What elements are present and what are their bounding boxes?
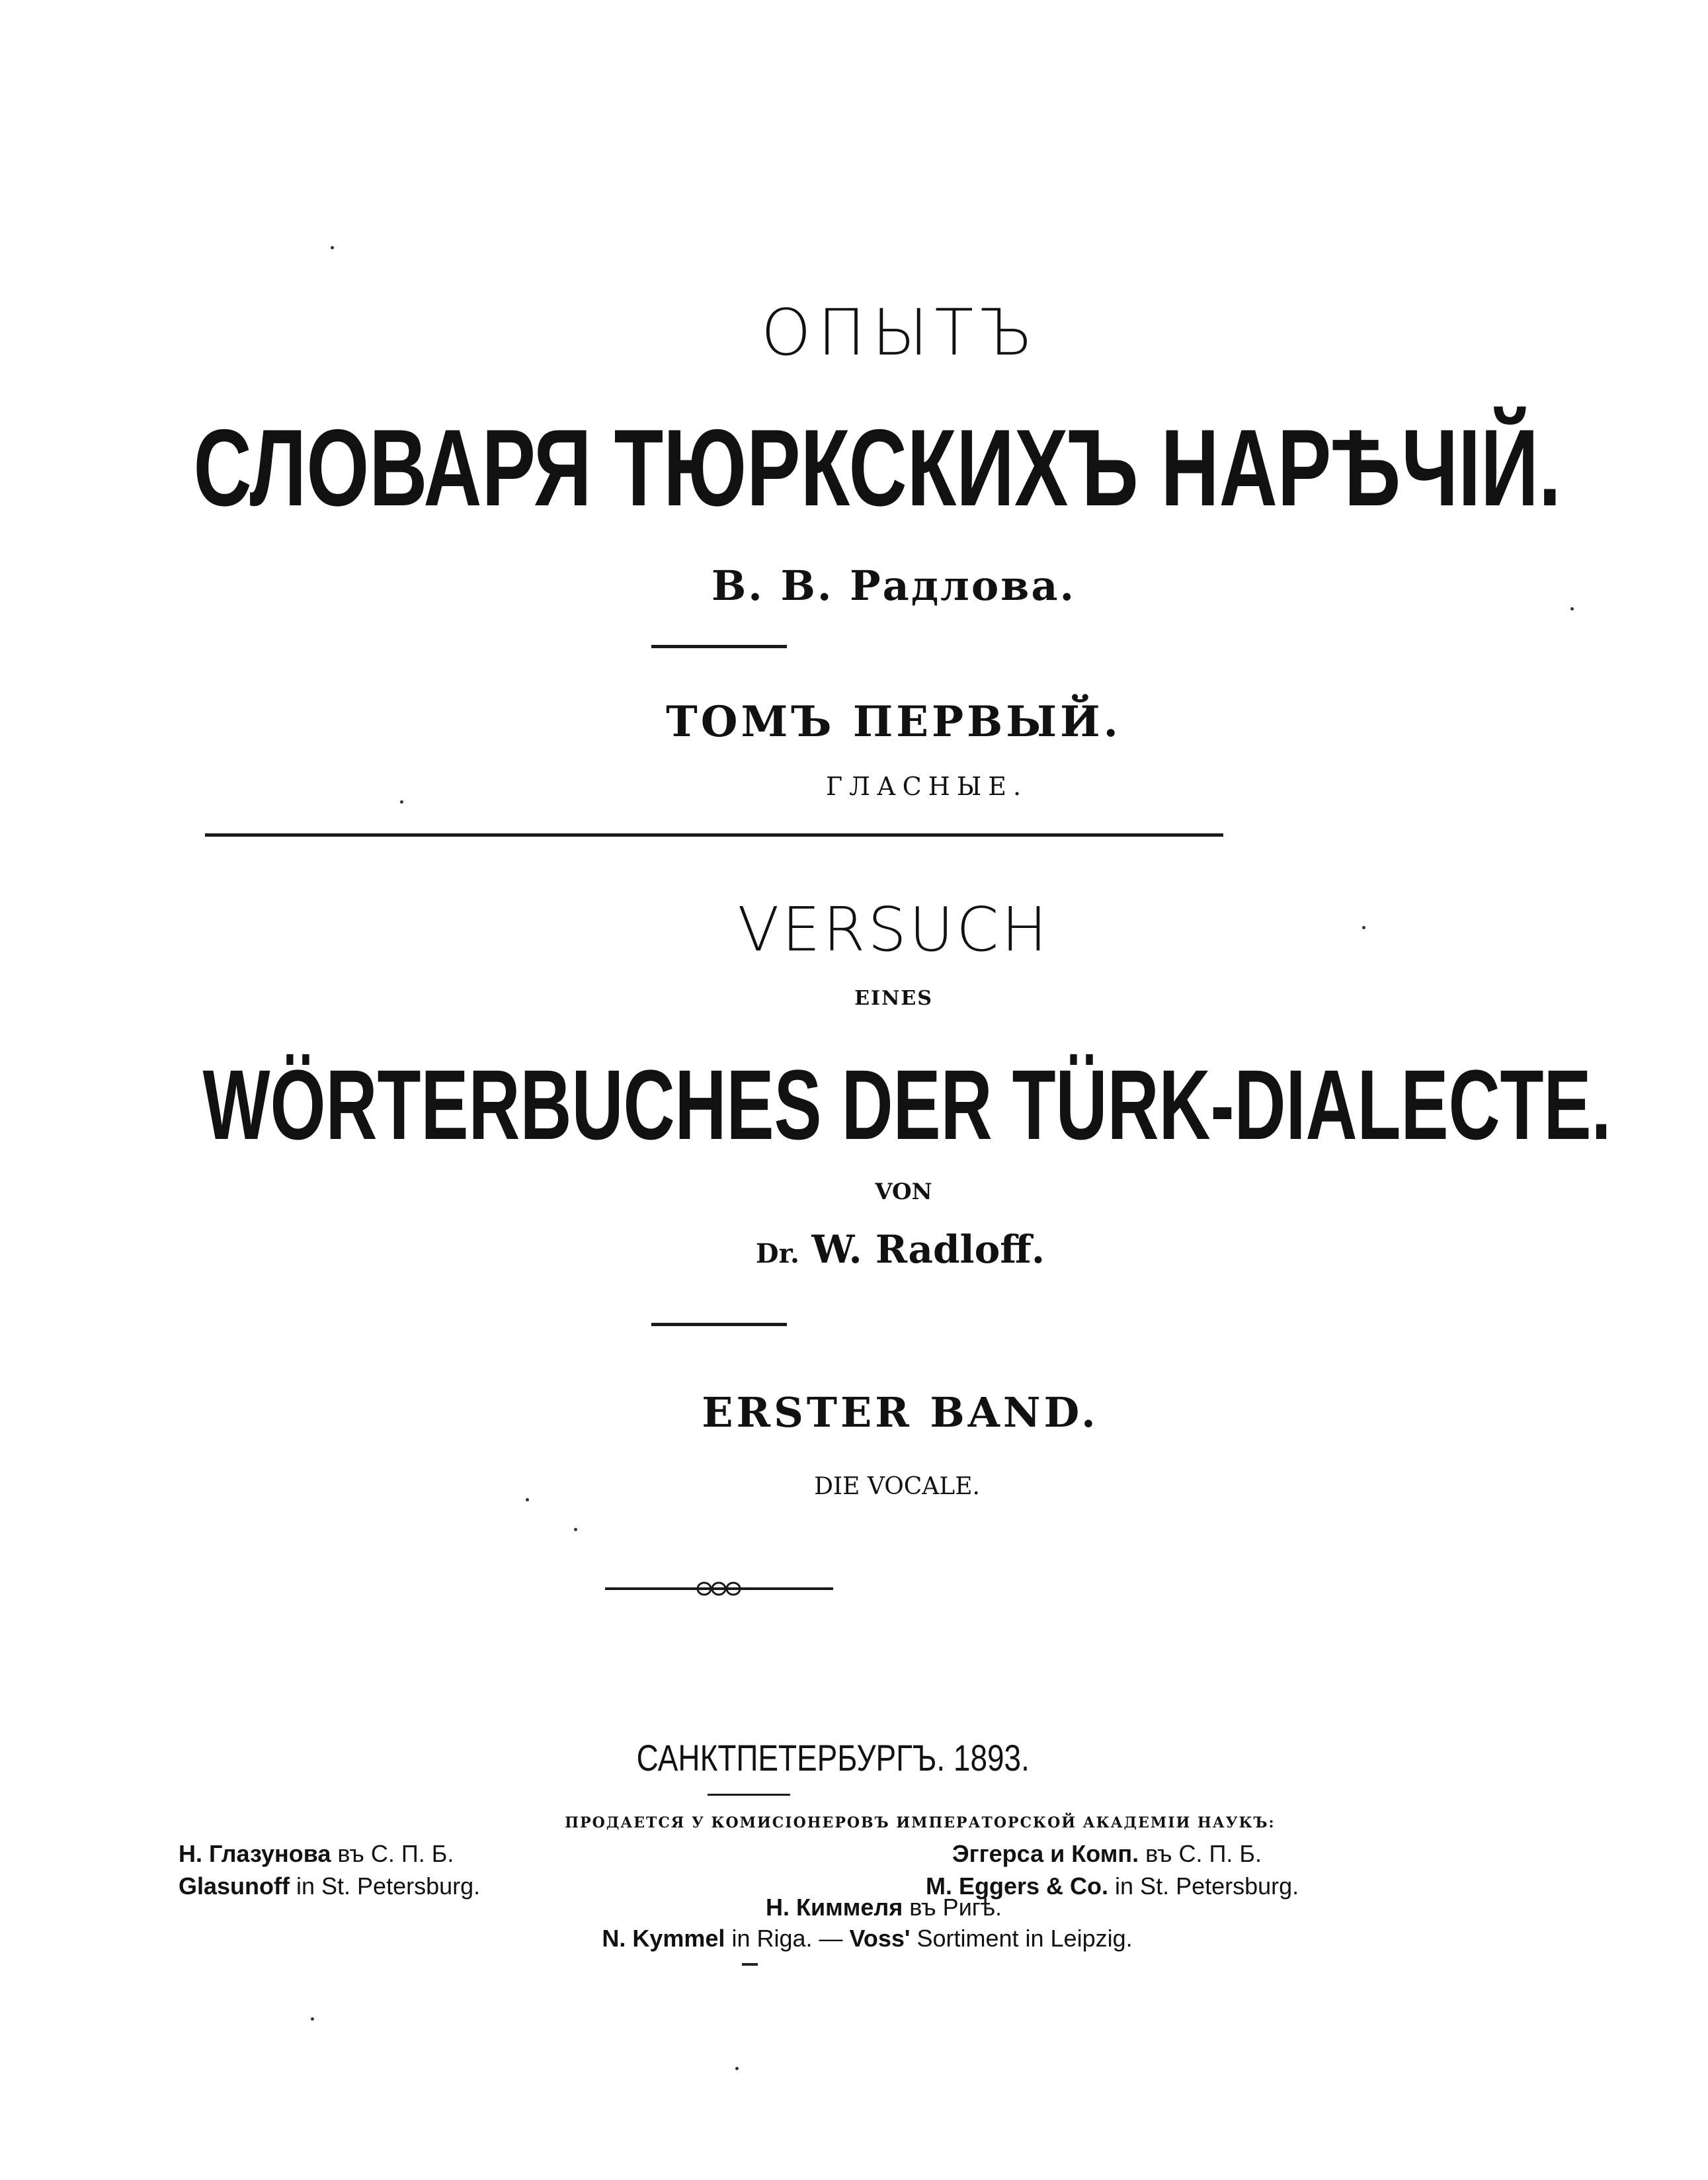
russian-title: СЛОВАРЯ ТЮРКСКИХЪ НАРѢЧІЙ. xyxy=(193,407,1561,528)
imprint-place-year: САНКТПЕТЕРБУРГЪ. 1893. xyxy=(636,1737,1030,1779)
german-eines: EINES xyxy=(854,987,933,1010)
short-rule-german xyxy=(651,1323,787,1326)
german-volume: ERSTER BAND. xyxy=(702,1388,1099,1437)
german-author xyxy=(0,1227,1708,1272)
paper-speck xyxy=(331,246,334,249)
author-prefix: Dr. xyxy=(755,1238,799,1269)
paper-speck xyxy=(574,1528,577,1531)
paper-speck xyxy=(735,2067,739,2070)
russian-heading: ОПЫТЪ xyxy=(760,296,1039,370)
publisher-left-latin: Glasunoff in St. Petersburg. xyxy=(179,1872,481,1900)
publisher-center-latin: N. Kymmel in Riga. — Voss' Sortiment in Leipzig. xyxy=(602,1925,1133,1952)
paper-speck xyxy=(400,800,403,804)
ornament-rule-icon xyxy=(605,1575,833,1602)
long-divider-rule xyxy=(205,833,1223,837)
russian-volume: ТОМЪ ПЕРВЫЙ. xyxy=(666,697,1121,747)
paper-speck xyxy=(1362,926,1365,929)
publisher-center-russian: Н. Киммеля въ Ригѣ. xyxy=(765,1894,1002,1921)
german-von: VON xyxy=(875,1179,932,1205)
author-name: W. Radloff. xyxy=(811,1227,1045,1272)
short-rule-russian xyxy=(651,645,787,648)
russian-subtitle: ГЛАСНЫЕ. xyxy=(825,772,1028,801)
german-subtitle: DIE VOCALE. xyxy=(814,1473,980,1500)
paper-speck xyxy=(311,2017,314,2021)
imprint-rule xyxy=(708,1794,790,1796)
publisher-right-latin: M. Eggers & Co. in St. Petersburg. xyxy=(926,1872,1299,1900)
publisher-right-russian: Эггерса и Комп. въ С. П. Б. xyxy=(952,1840,1262,1867)
end-dash xyxy=(742,1963,758,1966)
german-title: WÖRTERBUCHES DER TÜRK-DIALECTE. xyxy=(202,1049,1611,1160)
imprint-sold-by: ПРОДАЕТСЯ У КОМИСІОНЕРОВЪ ИМПЕРАТОРСКОЙ АКАДЕМІИ НАУКЪ: xyxy=(565,1814,1276,1831)
russian-author: В. В. Радлова. xyxy=(711,562,1077,610)
paper-speck xyxy=(1570,607,1574,610)
german-heading: VERSUCH xyxy=(737,894,1050,965)
publisher-left-russian: Н. Глазунова въ С. П. Б. xyxy=(179,1840,454,1867)
paper-speck xyxy=(526,1498,529,1501)
